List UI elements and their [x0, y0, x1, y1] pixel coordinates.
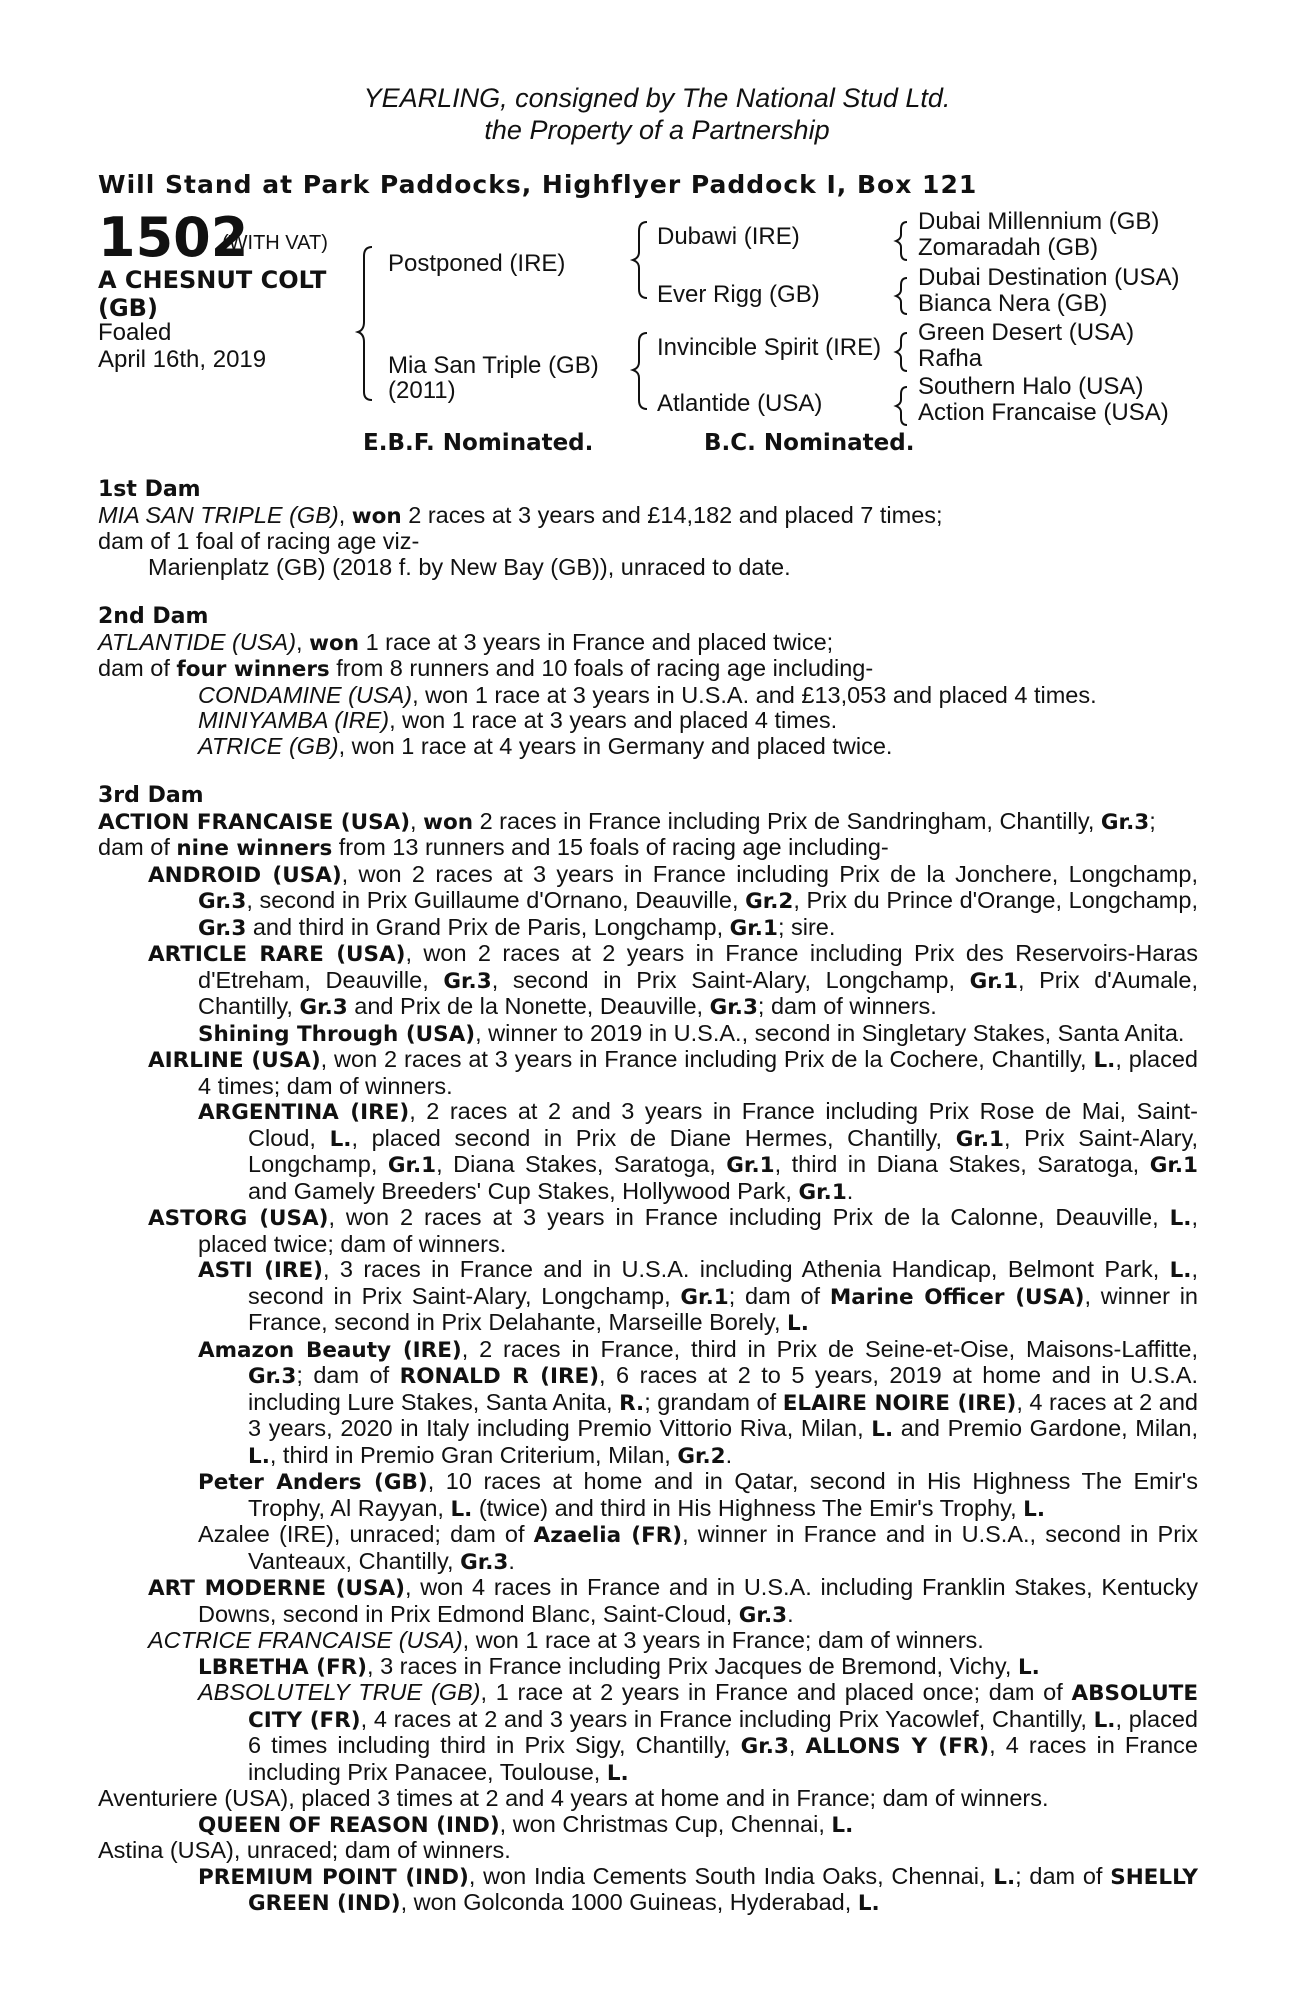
horse-description: A CHESNUT COLT (GB) [98, 266, 327, 322]
third-dam-entry: ANDROID (USA), won 2 races at 3 years in France including Prix de la Jonchere, Longchamp, Gr.3, second in Prix Guillaume d'Ornano, Deauville, Gr.2, Prix du Prince d'Orange, Longchamp, Gr.3 and third in Grand Prix de Paris, Longchamp, Gr.1; sire. [148, 860, 1198, 941]
third-dam-entry: ABSOLUTELY TRUE (GB), 1 race at 2 years in France and placed once; dam of ABSOLUTE CITY (FR), 4 races at 2 and 3 years in France including Prix Yacowlef, Chantilly, L., placed 6 times including third in Prix Sigy, Chantilly, Gr.3, ALLONS Y (FR), 4 races in France including Prix Panacee, Toulouse, L. [198, 1679, 1199, 1786]
g3-ancestor: Action Francaise (USA) [918, 399, 1169, 426]
ebf-nominated: E.B.F. Nominated. [363, 430, 594, 456]
g3-ancestor: Zomaradah (GB) [918, 234, 1099, 261]
dam-name: Mia San Triple (GB) [388, 352, 599, 379]
third-dam-entry: Amazon Beauty (IRE), 2 races in France, third in Prix de Seine-et-Oise, Maisons-Laffitte, Gr.3; dam of RONALD R (IRE), 6 races at 2 to 5 years, 2019 at home and in U.S.A. including Lure Stakes, Santa Anita, R.; grandam of ELAIRE NOIRE (IRE), 4 races at 2 and 3 years, 2020 in Italy including Premio Vittorio Riva, Milan, L. and Premio Gardone, Milan, L., third in Premio Gran Criterium, Milan, Gr.2. [198, 1335, 1198, 1469]
second-dam-heading: 2nd Dam [98, 604, 209, 629]
stand-location: Will Stand at Park Paddocks, Highflyer Paddock I, Box 121 [98, 170, 978, 199]
produce-record [98, 477, 1198, 1917]
first-dam-heading: 1st Dam [98, 477, 201, 502]
dam-sire-name: Invincible Spirit (IRE) [657, 334, 882, 361]
bc-nominated: B.C. Nominated. [704, 430, 915, 456]
third-dam-entry: ARTICLE RARE (USA), won 2 races at 2 years in France including Prix des Reservoirs-Haras d'Etreham, Deauville, Gr.3, second in Prix Saint-Alary, Longchamp, Gr.1, Prix d'Aumale, Chantilly, Gr.3 and Prix de la Nonette, Deauville, Gr.3; dam of winners. [148, 940, 1199, 1020]
first-dam-line: MIA SAN TRIPLE (GB), won 2 races at 3 years and £14,182 and placed 7 times; [98, 501, 943, 529]
ownership-line: the Property of a Partnership [484, 115, 830, 145]
g3-ancestor: Dubai Millennium (GB) [918, 208, 1160, 235]
third-dam-entry: AIRLINE (USA), won 2 races at 3 years in France including Prix de la Cochere, Chantilly, L., placed 4 times; dam of winners. [148, 1046, 1198, 1099]
third-dam-entry: ARGENTINA (IRE), 2 races at 2 and 3 years in France including Prix Rose de Mai, Saint-Cloud, L., placed second in Prix de Diane Hermes, Chantilly, Gr.1, Prix Saint-Alary, Longchamp, Gr.1, Diana Stakes, Saratoga, Gr.1, third in Diana Stakes, Saratoga, Gr.1 and Gamely Breeders' Cup Stakes, Hollywood Park, Gr.1. [198, 1098, 1199, 1205]
third-dam-entry: ASTI (IRE), 3 races in France and in U.S.A. including Athenia Handicap, Belmont Park, L., second in Prix Saint-Alary, Longchamp, Gr.1; dam of Marine Officer (USA), winner in France, second in Prix Delahante, Marseille Borely, L. [198, 1256, 1198, 1336]
g3-ancestor: Southern Halo (USA) [918, 373, 1144, 400]
foaled-date: April 16th, 2019 [98, 346, 267, 373]
first-dam-line: Marienplatz (GB) (2018 f. by New Bay (GB)), unraced to date. [148, 553, 791, 580]
third-dam-entry: ACTION FRANCAISE (USA), won 2 races in France including Prix de Sandringham, Chantilly, Gr.3; [98, 807, 1156, 835]
third-dam-entry: ASTORG (USA), won 2 races at 3 years in France including Prix de la Calonne, Deauville, L., placed twice; dam of winners. [148, 1204, 1198, 1257]
third-dam-entry: Shining Through (USA), winner to 2019 in U.S.A., second in Singletary Stakes, Santa Anita. [198, 1019, 1185, 1047]
third-dam-entry: ACTRICE FRANCAISE (USA), won 1 race at 3 years in France; dam of winners. [148, 1627, 984, 1653]
sire-sire-name: Dubawi (IRE) [657, 223, 800, 250]
third-dam-heading: 3rd Dam [98, 783, 204, 808]
third-dam-entry: ART MODERNE (USA), won 4 races in France and in U.S.A. including Franklin Stakes, Kentucky Downs, second in Prix Edmond Blanc, Saint-Cloud, Gr.3. [148, 1574, 1199, 1628]
third-dam-entry: LBRETHA (FR), 3 races in France including Prix Jacques de Bremond, Vichy, L. [198, 1652, 1040, 1680]
second-dam-line: ATLANTIDE (USA), won 1 race at 3 years in France and placed twice; [98, 628, 834, 656]
third-dam-entry: PREMIUM POINT (IND), won India Cements South India Oaks, Chennai, L.; dam of SHELLY GREEN (IND), won Golconda 1000 Guineas, Hyderabad, L. [198, 1862, 1198, 1916]
dam-year: (2011) [388, 377, 456, 404]
g3-ancestor: Bianca Nera (GB) [918, 290, 1108, 317]
second-dam-line: dam of four winners from 8 runners and 10 foals of racing age including- [98, 655, 874, 682]
sire-dam-name: Ever Rigg (GB) [657, 281, 820, 308]
g3-ancestor: Green Desert (USA) [918, 319, 1135, 346]
lot-number: 1502 [98, 206, 249, 269]
third-dam-entry: dam of nine winners from 13 runners and 15 foals of racing age including- [98, 834, 889, 861]
g3-ancestor: Dubai Destination (USA) [918, 264, 1180, 291]
first-dam-line: dam of 1 foal of racing age viz- [98, 528, 420, 554]
third-dam-entry: QUEEN OF REASON (IND), won Christmas Cup, Chennai, L. [198, 1810, 854, 1838]
second-dam-line: MINIYAMBA (IRE), won 1 race at 3 years and placed 4 times. [198, 707, 838, 733]
third-dam-entry: Aventuriere (USA), placed 3 times at 2 and 4 years at home and in France; dam of winners. [98, 1785, 1049, 1811]
third-dam-entry: Azalee (IRE), unraced; dam of Azaelia (FR), winner in France and in U.S.A., second in Prix Vanteaux, Chantilly, Gr.3. [198, 1521, 1199, 1575]
vat-note: (WITH VAT) [222, 232, 328, 254]
dam-dam-name: Atlantide (USA) [657, 390, 823, 417]
foaled-label: Foaled [98, 319, 172, 346]
consignor-line: YEARLING, consigned by The National Stud Ltd. [363, 83, 951, 113]
third-dam-entry: Astina (USA), unraced; dam of winners. [98, 1837, 511, 1863]
third-dam-entry: Peter Anders (GB), 10 races at home and in Qatar, second in His Highness The Emir's Trophy, Al Rayyan, L. (twice) and third in His Highness The Emir's Trophy, L. [198, 1468, 1199, 1522]
g3-ancestor: Rafha [918, 345, 983, 372]
sire-name: Postponed (IRE) [388, 250, 566, 277]
second-dam-line: CONDAMINE (USA), won 1 race at 3 years in U.S.A. and £13,053 and placed 4 times. [198, 681, 1097, 708]
second-dam-line: ATRICE (GB), won 1 race at 4 years in Germany and placed twice. [198, 732, 893, 759]
